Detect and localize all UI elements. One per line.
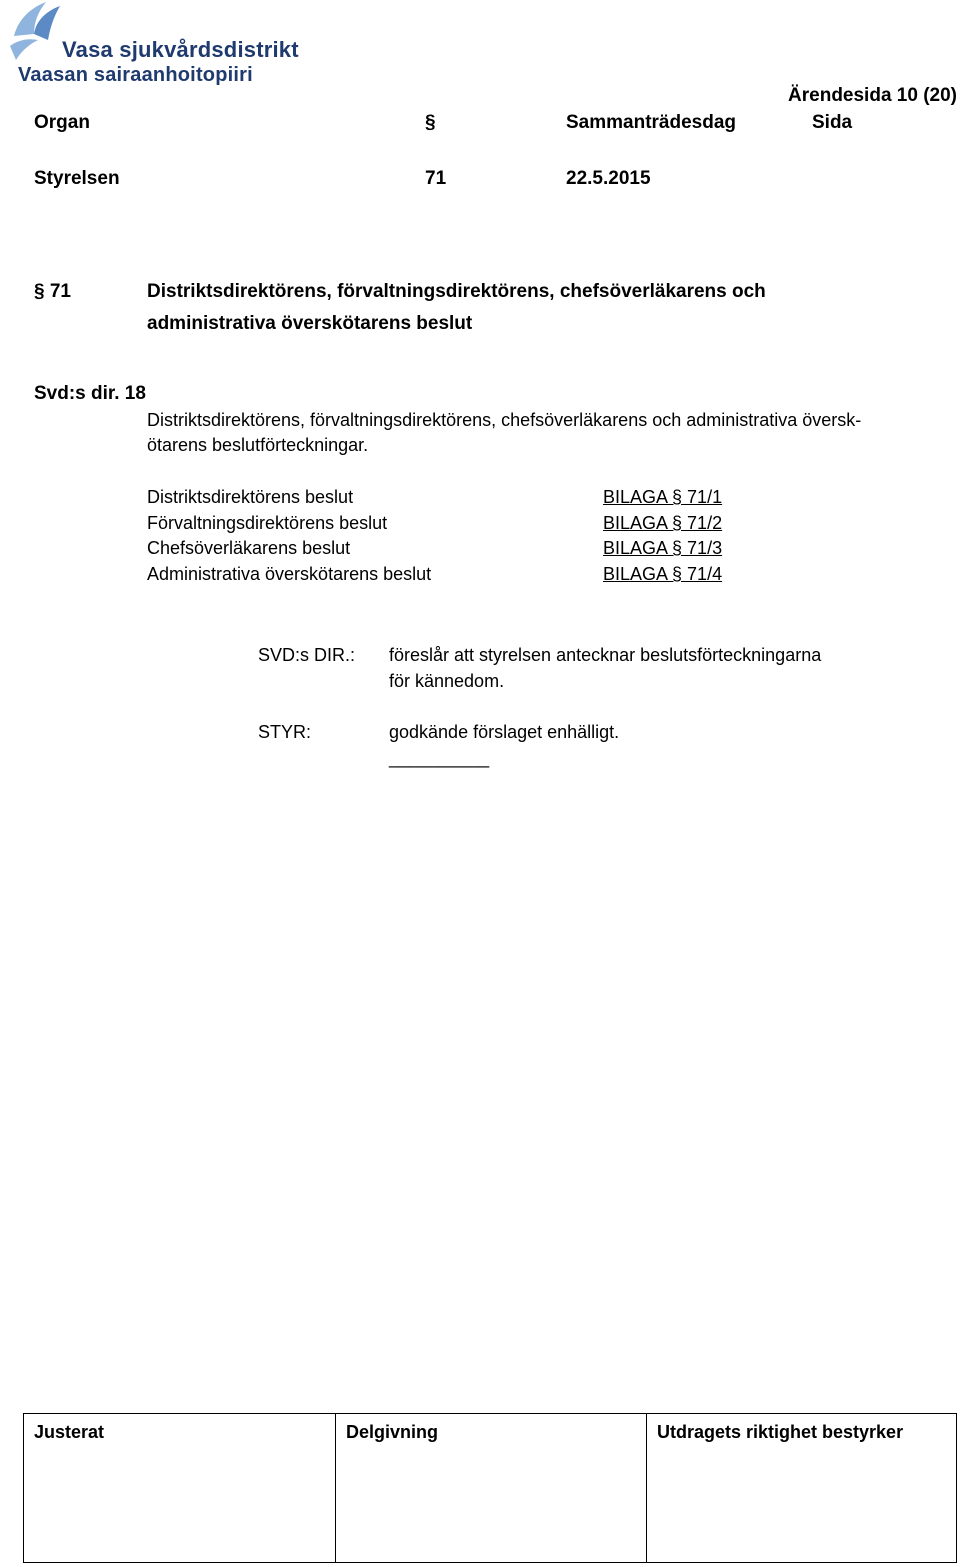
end-rule: __________ bbox=[389, 748, 490, 768]
footer-cell-delgivning bbox=[335, 1414, 646, 1562]
decision-text: godkände förslaget enhälligt. bbox=[389, 722, 620, 742]
attachment-label: Administrativa överskötarens beslut bbox=[147, 564, 432, 584]
footer-cell-bestyrker bbox=[646, 1414, 956, 1562]
page-indicator: Ärendesida 10 (20) bbox=[788, 85, 957, 106]
attachment-label: Chefsöverläkarens beslut bbox=[147, 538, 351, 558]
item-title-line2: administrativa överskötarens beslut bbox=[147, 313, 473, 334]
header-value-section: 71 bbox=[425, 168, 447, 189]
logo-name-finnish: Vaasan sairaanhoitopiiri bbox=[18, 64, 253, 86]
proposal-text-line1: föreslår att styrelsen antecknar beslutsförteckningarna bbox=[389, 645, 822, 665]
attachment-link[interactable]: BILAGA § 71/4 bbox=[603, 564, 723, 584]
header-label-meeting-date: Sammanträdesdag bbox=[566, 112, 737, 133]
proposal-label: SVD:s DIR.: bbox=[258, 645, 356, 665]
header-label-section: § bbox=[425, 112, 436, 133]
section-number: § 71 bbox=[34, 281, 71, 302]
header-value-organ: Styrelsen bbox=[34, 168, 120, 189]
attachment-label: Förvaltningsdirektörens beslut bbox=[147, 513, 388, 533]
decision-label: STYR: bbox=[258, 722, 312, 742]
attachment-label: Distriktsdirektörens beslut bbox=[147, 487, 354, 507]
description-line2: ötarens beslutförteckningar. bbox=[147, 435, 369, 455]
footer-label-justerat: Justerat bbox=[34, 1422, 105, 1442]
footer-cell-justerat bbox=[24, 1414, 335, 1562]
header-label-page: Sida bbox=[812, 112, 853, 133]
description-line1: Distriktsdirektörens, förvaltningsdirektörens, chefsöverläkarens och administrativa översk- bbox=[147, 410, 862, 430]
attachment-link[interactable]: BILAGA § 71/3 bbox=[603, 538, 723, 558]
attachment-link[interactable]: BILAGA § 71/1 bbox=[603, 487, 723, 507]
footer-label-bestyrker: Utdragets riktighet bestyrker bbox=[657, 1422, 904, 1442]
organization-logo-icon bbox=[4, 0, 70, 66]
attachment-link[interactable]: BILAGA § 71/2 bbox=[603, 513, 723, 533]
header-value-meeting-date: 22.5.2015 bbox=[566, 168, 651, 189]
logo-name-swedish: Vasa sjukvårdsdistrikt bbox=[62, 37, 299, 62]
header-label-organ: Organ bbox=[34, 112, 90, 133]
proposal-text-line2: för kännedom. bbox=[389, 671, 505, 691]
footer-signature-box bbox=[23, 1413, 957, 1563]
footer-label-delgivning: Delgivning bbox=[346, 1422, 439, 1442]
item-title-line1: Distriktsdirektörens, förvaltningsdirektörens, chefsöverläkarens och bbox=[147, 281, 766, 302]
reference-number: Svd:s dir. 18 bbox=[34, 383, 146, 404]
